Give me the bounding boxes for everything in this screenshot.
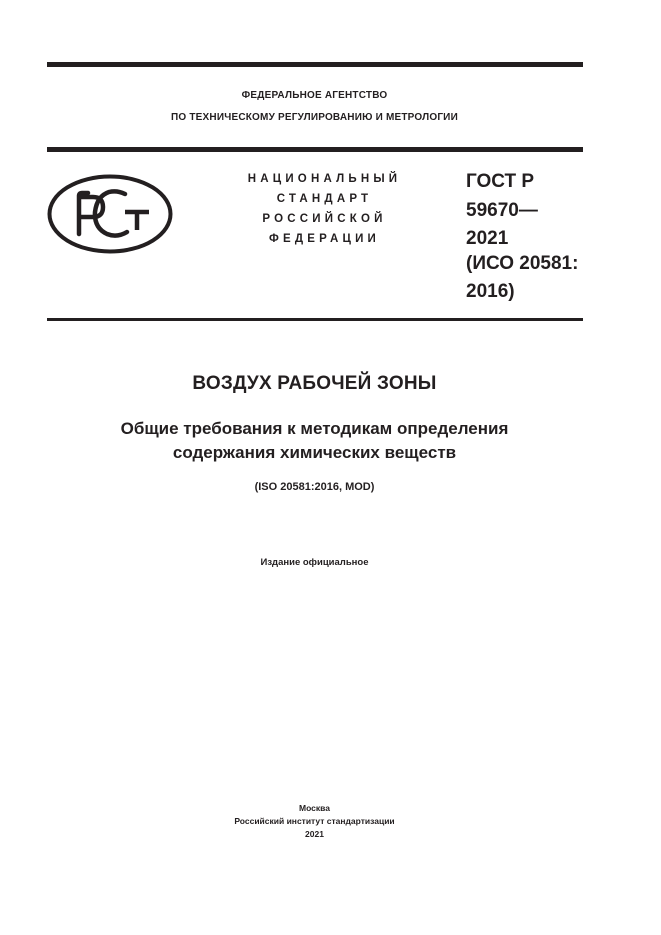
- document-subtitle-line-2: содержания химических веществ: [172, 443, 457, 462]
- imprint-year: 2021: [305, 829, 324, 839]
- top-rule: [47, 62, 583, 67]
- document-subtitle-line-1: Общие требования к методикам определения: [120, 419, 509, 438]
- designation-line-4: (ИСО 20581:: [466, 253, 579, 274]
- document-title: ВОЗДУХ РАБОЧЕЙ ЗОНЫ: [192, 373, 437, 394]
- designation-line-3: 2021: [466, 228, 509, 249]
- national-standard-line-3: РОССИЙСКОЙ: [262, 213, 387, 225]
- imprint-publisher: Российский институт стандартизации: [234, 816, 395, 826]
- rst-logo-icon: [47, 174, 173, 254]
- bottom-rule: [47, 318, 583, 321]
- designation-line-1: ГОСТ Р: [466, 171, 535, 192]
- agency-line-2: ПО ТЕХНИЧЕСКОМУ РЕГУЛИРОВАНИЮ И МЕТРОЛОГИИ: [171, 112, 458, 123]
- national-standard-line-1: НАЦИОНАЛЬНЫЙ: [247, 173, 402, 185]
- edition-note: Издание официальное: [260, 557, 369, 568]
- imprint-city: Москва: [299, 803, 330, 813]
- national-standard-line-2: СТАНДАРТ: [276, 193, 373, 205]
- agency-line-1: ФЕДЕРАЛЬНОЕ АГЕНТСТВО: [241, 90, 388, 101]
- middle-rule: [47, 147, 583, 152]
- iso-reference: (ISO 20581:2016, MOD): [254, 481, 375, 493]
- designation-line-2: 59670—: [466, 200, 538, 221]
- designation-line-5: 2016): [466, 281, 515, 302]
- national-standard-line-4: ФЕДЕРАЦИИ: [268, 233, 381, 245]
